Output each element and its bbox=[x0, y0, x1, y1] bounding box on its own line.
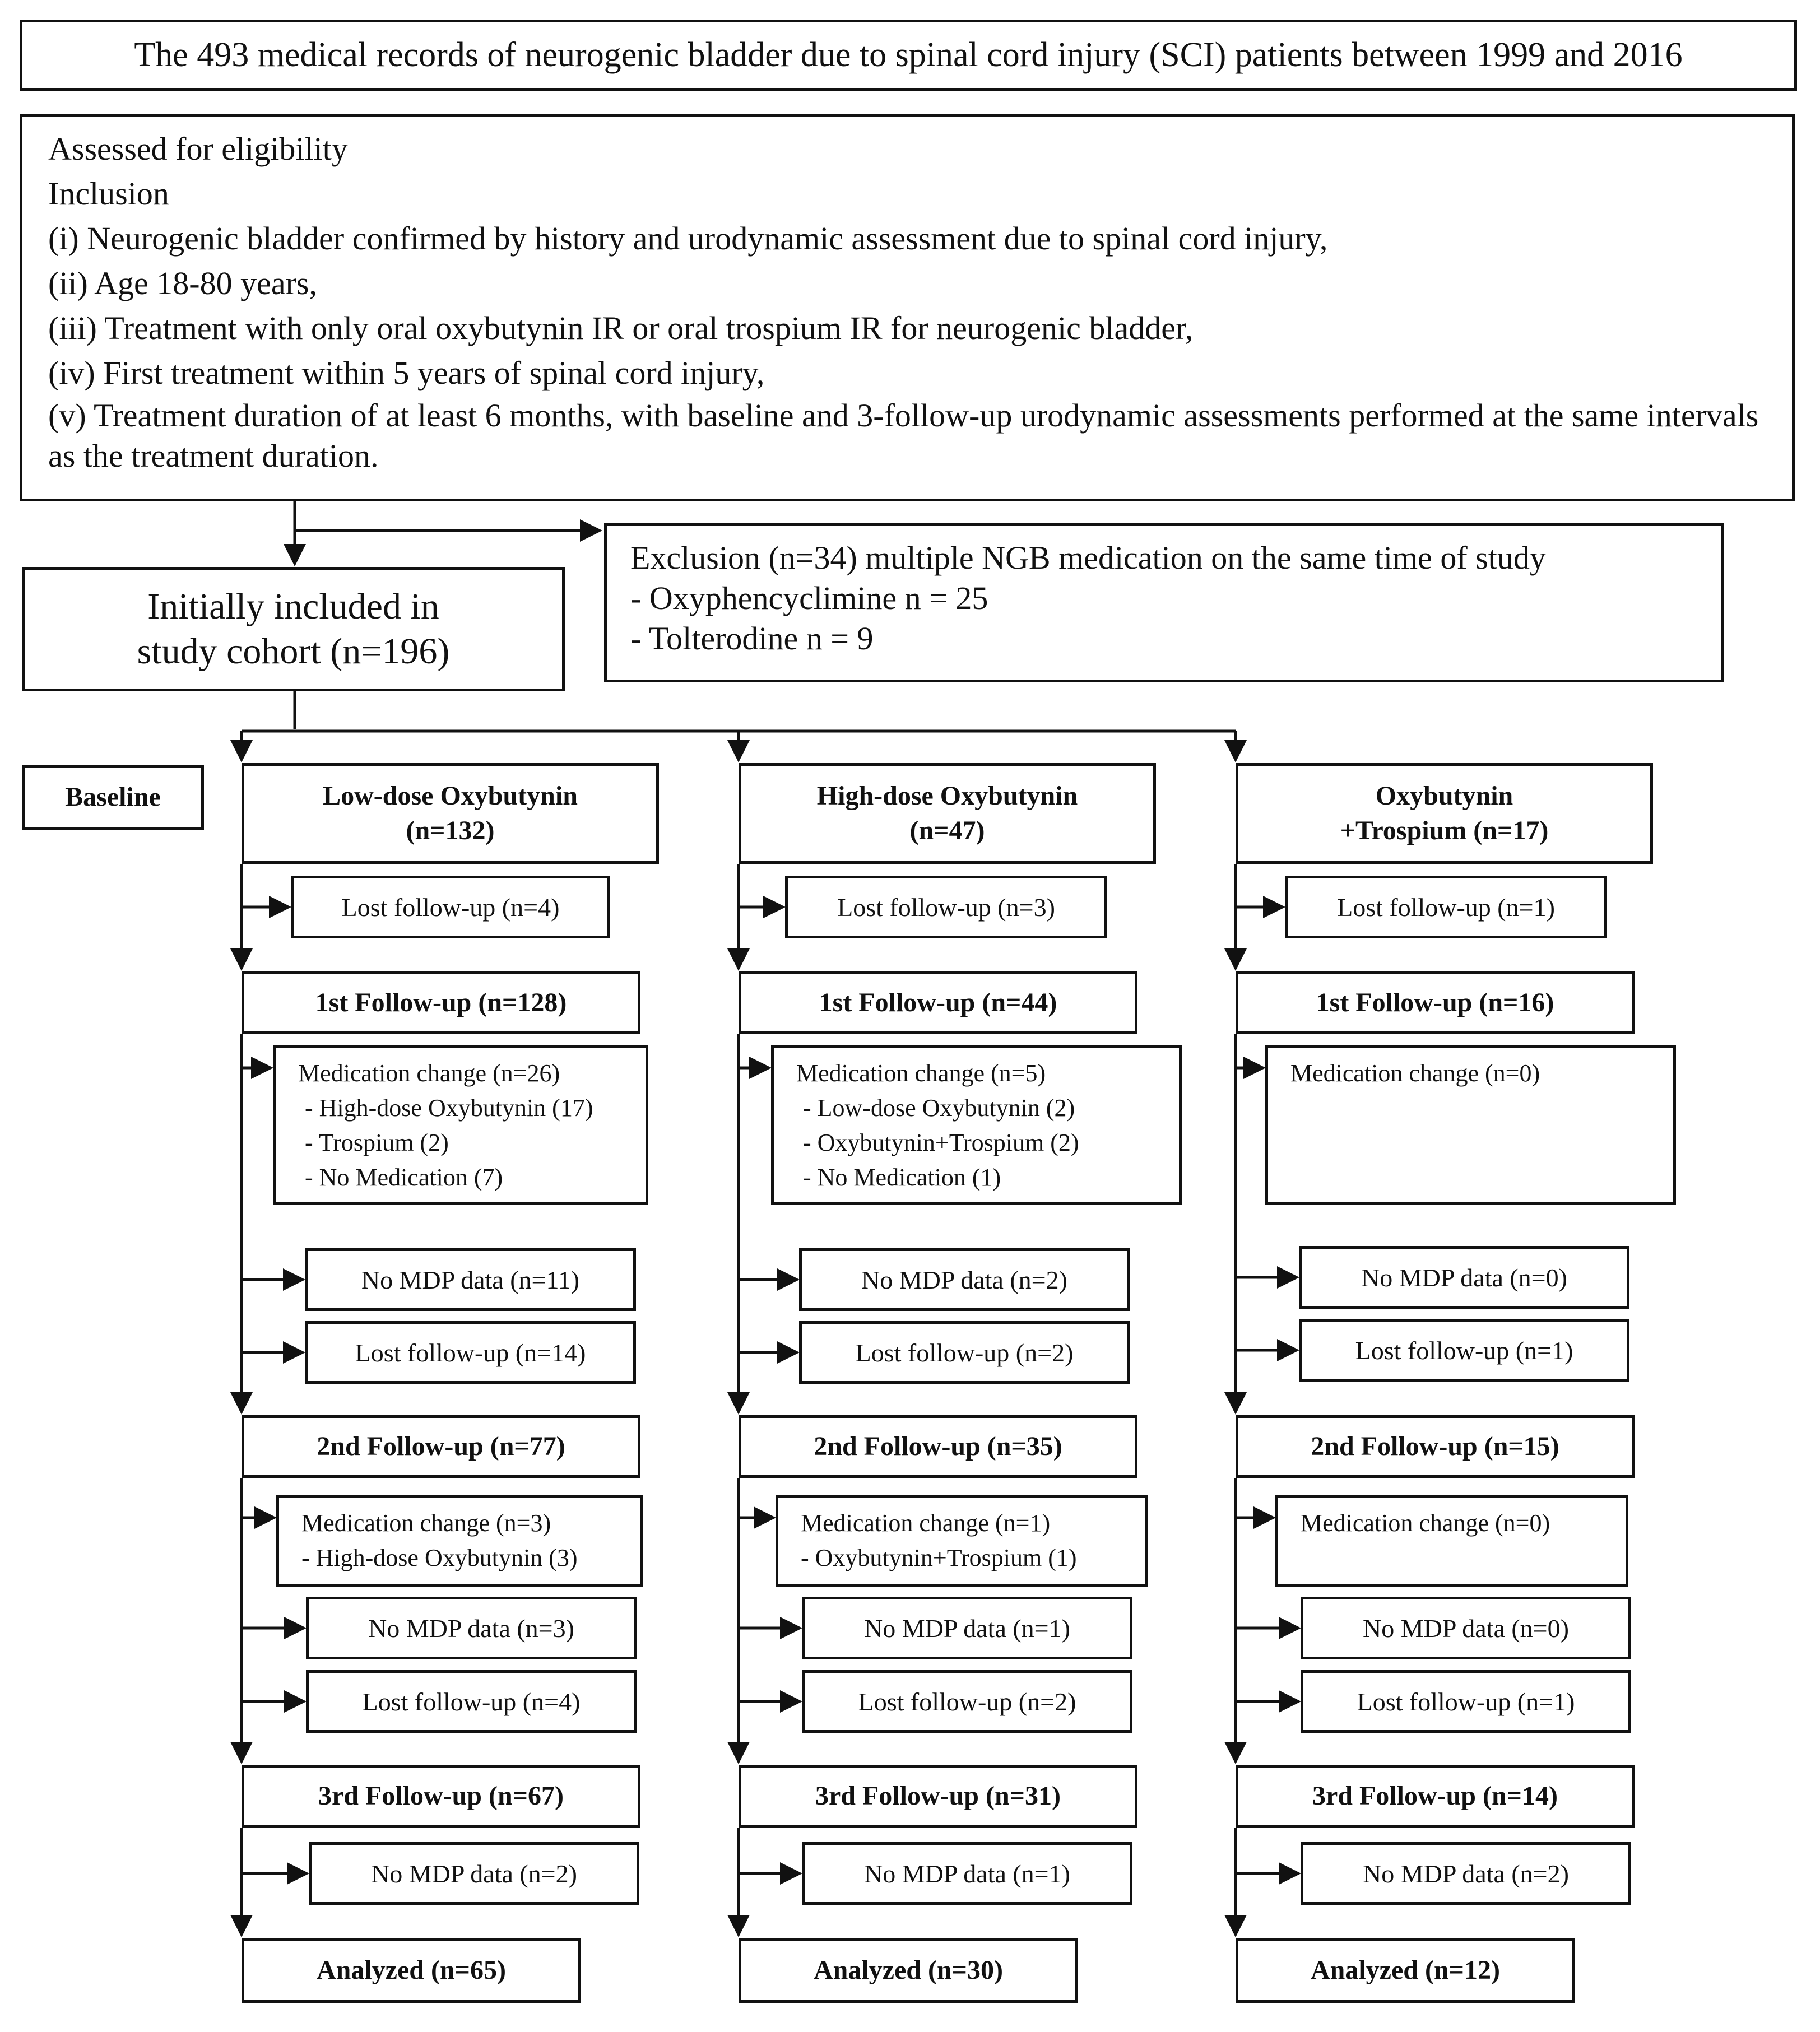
criterion-5: (v) Treatment duration of at least 6 months, with baseline and 3-follow-up urodynamic assessments performed at the same intervals as the treatment duration. bbox=[48, 397, 1759, 474]
cohort-line-1: Initially included in bbox=[147, 586, 439, 627]
no-mdp-data-1 bbox=[1299, 1246, 1629, 1309]
no-mdp-data-1-label: No MDP data (n=11) bbox=[361, 1265, 580, 1294]
eligibility-heading: Assessed for eligibility bbox=[48, 131, 348, 167]
group-count: +Trospium (n=17) bbox=[1340, 816, 1549, 845]
records-title-box bbox=[20, 20, 1797, 91]
follow-up-3-label: 3rd Follow-up (n=31) bbox=[815, 1781, 1061, 1811]
analyzed-box bbox=[242, 1938, 581, 2003]
lost-follow-up-2-label: Lost follow-up (n=4) bbox=[362, 1687, 581, 1716]
medication-change-heading: Medication change (n=3) bbox=[301, 1509, 551, 1537]
follow-up-1-label: 1st Follow-up (n=44) bbox=[819, 988, 1057, 1017]
follow-up-2-label: 2nd Follow-up (n=15) bbox=[1311, 1431, 1559, 1461]
medication-change-item: - No Medication (1) bbox=[803, 1164, 1001, 1191]
group-name: High-dose Oxybutynin bbox=[816, 781, 1078, 811]
follow-up-2-label: 2nd Follow-up (n=35) bbox=[814, 1431, 1062, 1461]
follow-up-1-label: 1st Follow-up (n=128) bbox=[315, 988, 567, 1017]
group-count: (n=47) bbox=[909, 816, 985, 845]
follow-up-2-label: 2nd Follow-up (n=77) bbox=[317, 1431, 565, 1461]
medication-change-item: - Low-dose Oxybutynin (2) bbox=[803, 1094, 1075, 1122]
criterion-4: (iv) First treatment within 5 years of spinal cord injury, bbox=[48, 355, 765, 391]
medication-change-2-box bbox=[776, 1495, 1148, 1587]
exclusion-item: - Oxyphencyclimine n = 25 bbox=[630, 580, 988, 616]
medication-change-item: - High-dose Oxybutynin (17) bbox=[305, 1094, 593, 1122]
lost-follow-up-1 bbox=[1299, 1319, 1629, 1382]
lost-follow-up-baseline bbox=[1285, 876, 1607, 938]
analyzed-label: Analyzed (n=30) bbox=[813, 1955, 1003, 1985]
medication-change-1-box bbox=[1265, 1045, 1676, 1205]
follow-up-3-box bbox=[739, 1765, 1138, 1828]
criterion-3: (iii) Treatment with only oral oxybutynin IR or oral trospium IR for neurogenic bladder, bbox=[48, 310, 1194, 346]
no-mdp-data-2-label: No MDP data (n=0) bbox=[1363, 1613, 1569, 1643]
no-mdp-data-1-label: No MDP data (n=0) bbox=[1361, 1263, 1567, 1292]
baseline-label: Baseline bbox=[65, 782, 161, 812]
no-mdp-data-3-label: No MDP data (n=2) bbox=[1363, 1859, 1569, 1888]
medication-change-2-box bbox=[276, 1495, 643, 1587]
lost-follow-up-2-label: Lost follow-up (n=1) bbox=[1357, 1687, 1575, 1716]
group-box bbox=[1236, 763, 1653, 864]
inclusion-heading: Inclusion bbox=[48, 175, 169, 212]
criterion-2: (ii) Age 18-80 years, bbox=[48, 265, 317, 301]
no-mdp-data-1 bbox=[799, 1248, 1130, 1311]
records-title: The 493 medical records of neurogenic bladder due to spinal cord injury (SCI) patients between 1999 and 2016 bbox=[134, 36, 1683, 74]
medication-change-item: - No Medication (7) bbox=[305, 1164, 503, 1191]
group-name: Oxybutynin bbox=[1375, 781, 1513, 811]
lost-follow-up-2-label: Lost follow-up (n=2) bbox=[858, 1687, 1076, 1716]
analyzed-label: Analyzed (n=12) bbox=[1310, 1955, 1500, 1985]
medication-change-1-box bbox=[273, 1045, 648, 1205]
exclusion-box bbox=[604, 523, 1724, 682]
exclusion-item: - Tolterodine n = 9 bbox=[630, 620, 874, 657]
cohort-box bbox=[22, 567, 565, 691]
criterion-1: (i) Neurogenic bladder confirmed by history and urodynamic assessment due to spinal cord injury, bbox=[48, 220, 1328, 257]
lost-follow-up-baseline-label: Lost follow-up (n=1) bbox=[1337, 892, 1555, 922]
follow-up-3-box bbox=[242, 1765, 640, 1828]
no-mdp-data-1-label: No MDP data (n=2) bbox=[861, 1265, 1067, 1294]
medication-change-heading: Medication change (n=0) bbox=[1301, 1509, 1550, 1537]
follow-up-1-box bbox=[242, 971, 640, 1034]
follow-up-1-label: 1st Follow-up (n=16) bbox=[1316, 988, 1554, 1017]
analyzed-box bbox=[739, 1938, 1078, 2003]
lost-follow-up-2 bbox=[802, 1670, 1132, 1733]
eligibility-box bbox=[20, 114, 1795, 501]
lost-follow-up-baseline-label: Lost follow-up (n=3) bbox=[837, 892, 1055, 922]
no-mdp-data-3-label: No MDP data (n=2) bbox=[371, 1859, 577, 1888]
medication-change-item: - High-dose Oxybutynin (3) bbox=[301, 1544, 578, 1571]
no-mdp-data-3 bbox=[309, 1842, 639, 1905]
follow-up-2-box bbox=[739, 1415, 1138, 1478]
exclusion-heading: Exclusion (n=34) multiple NGB medication on the same time of study bbox=[630, 540, 1546, 576]
no-mdp-data-3 bbox=[1301, 1842, 1631, 1905]
group-count: (n=132) bbox=[406, 816, 495, 845]
medication-change-item: - Oxybutynin+Trospium (1) bbox=[801, 1544, 1077, 1571]
group-box bbox=[242, 763, 659, 864]
lost-follow-up-1-label: Lost follow-up (n=2) bbox=[855, 1338, 1074, 1367]
lost-follow-up-2 bbox=[1301, 1670, 1631, 1733]
medication-change-item: - Trospium (2) bbox=[305, 1129, 449, 1156]
no-mdp-data-2-label: No MDP data (n=3) bbox=[368, 1613, 574, 1643]
lost-follow-up-baseline bbox=[291, 876, 610, 938]
follow-up-1-box bbox=[1236, 971, 1635, 1034]
follow-up-3-label: 3rd Follow-up (n=14) bbox=[1312, 1781, 1558, 1811]
no-mdp-data-1 bbox=[305, 1248, 636, 1311]
group-box bbox=[739, 763, 1156, 864]
lost-follow-up-1-label: Lost follow-up (n=1) bbox=[1355, 1336, 1573, 1365]
no-mdp-data-3 bbox=[802, 1842, 1132, 1905]
medication-change-item: - Oxybutynin+Trospium (2) bbox=[803, 1129, 1079, 1156]
analyzed-box bbox=[1236, 1938, 1575, 2003]
medication-change-heading: Medication change (n=0) bbox=[1290, 1059, 1540, 1087]
no-mdp-data-2 bbox=[802, 1597, 1132, 1659]
medication-change-heading: Medication change (n=5) bbox=[796, 1059, 1046, 1087]
analyzed-label: Analyzed (n=65) bbox=[316, 1955, 506, 1985]
medication-change-heading: Medication change (n=26) bbox=[298, 1059, 560, 1087]
medication-change-2-box bbox=[1275, 1495, 1628, 1587]
follow-up-1-box bbox=[739, 971, 1138, 1034]
follow-up-2-box bbox=[1236, 1415, 1635, 1478]
no-mdp-data-3-label: No MDP data (n=1) bbox=[864, 1859, 1070, 1888]
lost-follow-up-baseline-label: Lost follow-up (n=4) bbox=[341, 892, 560, 922]
cohort-line-2: study cohort (n=196) bbox=[137, 631, 450, 672]
lost-follow-up-1 bbox=[799, 1321, 1130, 1384]
lost-follow-up-baseline bbox=[785, 876, 1107, 938]
no-mdp-data-2-label: No MDP data (n=1) bbox=[864, 1613, 1070, 1643]
medication-change-heading: Medication change (n=1) bbox=[801, 1509, 1051, 1537]
lost-follow-up-1 bbox=[305, 1321, 636, 1384]
no-mdp-data-2 bbox=[1301, 1597, 1631, 1659]
baseline-label-box bbox=[22, 765, 204, 830]
follow-up-2-box bbox=[242, 1415, 640, 1478]
lost-follow-up-2 bbox=[306, 1670, 637, 1733]
follow-up-3-label: 3rd Follow-up (n=67) bbox=[318, 1781, 564, 1811]
follow-up-3-box bbox=[1236, 1765, 1635, 1828]
group-name: Low-dose Oxybutynin bbox=[323, 781, 578, 811]
no-mdp-data-2 bbox=[306, 1597, 637, 1659]
medication-change-1-box bbox=[771, 1045, 1182, 1205]
lost-follow-up-1-label: Lost follow-up (n=14) bbox=[355, 1338, 586, 1367]
